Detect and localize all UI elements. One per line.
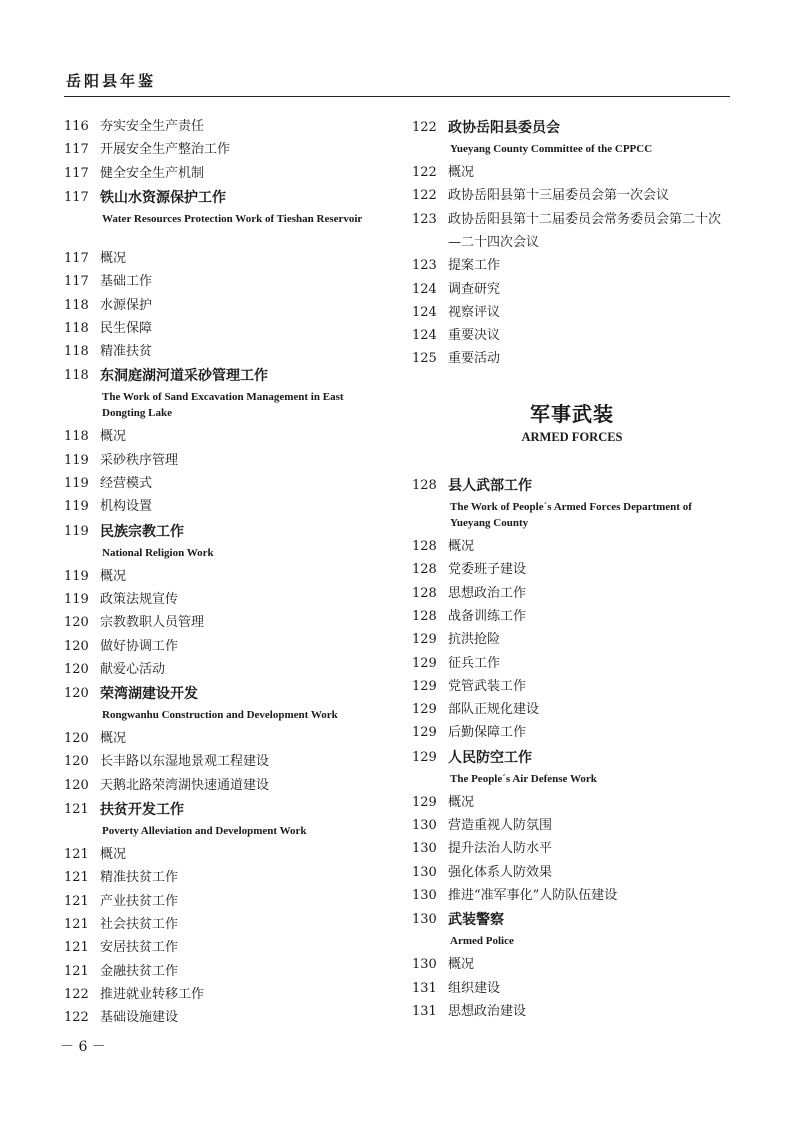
toc-page-number: 117 <box>64 142 89 158</box>
toc-page-number: 128 <box>412 562 437 578</box>
toc-page-number: 128 <box>412 585 437 601</box>
toc-page-number: 116 <box>64 119 89 134</box>
toc-page-number: 129 <box>412 632 437 648</box>
toc-entry-text: 开展安全生产整治工作 <box>100 142 231 158</box>
toc-page-number: 119 <box>64 499 89 515</box>
toc-entry-text: 视察评议 <box>448 304 501 320</box>
toc-page-number: 130 <box>412 841 437 857</box>
toc-page-number: 128 <box>412 608 437 624</box>
toc-page-number: 117 <box>64 189 89 205</box>
toc-entry-text: 基础工作 <box>100 274 153 290</box>
toc-page-number: 131 <box>412 1003 437 1019</box>
toc-page-number: 122 <box>64 986 89 1002</box>
toc-entry-text: 政策法规宣传 <box>100 591 179 607</box>
toc-page-number: 128 <box>412 478 437 493</box>
toc-entry-text: 社会扶贫工作 <box>100 916 179 932</box>
toc-page-number: 121 <box>64 940 89 956</box>
toc-page-number: 129 <box>412 749 437 765</box>
toc-entry-text: 征兵工作 <box>448 655 501 671</box>
toc-page-number: 121 <box>64 963 89 979</box>
toc-entry-text: 概况 <box>448 539 475 554</box>
toc-page-number: 118 <box>64 344 89 360</box>
toc-entry-text: 党管武装工作 <box>448 678 527 694</box>
toc-heading-english: Rongwanhu Construction and Development Work <box>102 709 338 722</box>
toc-page-number: 118 <box>64 297 89 313</box>
toc-heading-text: 县人武部工作 <box>448 478 532 494</box>
toc-entry-text: 献爱心活动 <box>100 661 166 677</box>
toc-entry-text: 推进“准军事化”人防队伍建设 <box>448 887 618 903</box>
toc-entry-text: 强化体系人防效果 <box>448 864 553 880</box>
toc-heading-text: 荣湾湖建设开发 <box>100 686 198 703</box>
section-subtitle: ARMED FORCES <box>521 430 623 444</box>
toc-entry-text: 精准扶贫工作 <box>100 870 179 886</box>
toc-page-number: 128 <box>412 539 437 554</box>
toc-page-number: 120 <box>64 754 89 770</box>
toc-page-number: 125 <box>412 351 437 367</box>
toc-entry-text: 金融扶贫工作 <box>100 963 179 979</box>
toc-page-number: 119 <box>64 568 89 584</box>
toc-page-number: 130 <box>412 957 437 973</box>
toc-heading-text: 铁山水资源保护工作 <box>100 189 226 206</box>
toc-page-number: 131 <box>412 980 437 996</box>
toc-page-number: 120 <box>64 661 89 677</box>
toc-heading-text: 武装警察 <box>448 912 504 929</box>
toc-page-number: 130 <box>412 887 437 903</box>
header-rule <box>64 96 730 97</box>
toc-entry-text: 概况 <box>448 794 475 810</box>
toc-page-number: 118 <box>64 429 89 445</box>
toc-page-number: 121 <box>64 870 89 886</box>
toc-entry-text: 提案工作 <box>448 258 501 274</box>
toc-entry-text: 长丰路以东湿地景观工程建设 <box>100 754 270 770</box>
toc-entry-text: 概况 <box>448 165 475 180</box>
toc-entry-text: 思想政治工作 <box>448 585 527 601</box>
toc-heading-english: Poverty Alleviation and Development Work <box>102 825 307 837</box>
toc-page-number: 121 <box>64 802 89 817</box>
toc-heading-text: 政协岳阳县委员会 <box>448 120 560 136</box>
toc-page-number: 118 <box>64 320 89 336</box>
toc-entry-text: 做好协调工作 <box>100 638 179 654</box>
toc-page-number: 129 <box>412 678 437 694</box>
toc-page-number: 117 <box>64 250 89 266</box>
toc-entry-text: 民生保障 <box>100 320 153 336</box>
toc-page-number: 124 <box>412 328 437 344</box>
toc-entry-text: 概况 <box>100 429 127 445</box>
toc-entry-text: 政协岳阳县第十二届委员会常务委员会第二十次—二十四次会议 <box>448 211 722 250</box>
toc-entry-text: 党委班子建设 <box>448 562 527 578</box>
toc-entry-text: 推进就业转移工作 <box>100 986 205 1002</box>
toc-entry-text: 提升法治人防水平 <box>448 841 553 857</box>
toc-entry-text: 政协岳阳县第十三届委员会第一次会议 <box>448 188 670 204</box>
toc-entry-text: 概况 <box>100 847 127 862</box>
toc-entry-text: 部队正规化建设 <box>448 702 540 718</box>
toc-entry-text: 机构设置 <box>100 499 153 515</box>
toc-heading-english: Armed Police <box>450 935 514 948</box>
toc-page-number: 129 <box>412 702 437 718</box>
toc-page-number: 129 <box>412 655 437 671</box>
toc-entry-text: 产业扶贫工作 <box>100 893 179 909</box>
toc-entry-text: 天鹅北路荣湾湖快速通道建设 <box>100 777 270 793</box>
toc-entry-text: 概况 <box>100 568 127 584</box>
toc-entry-text: 安居扶贫工作 <box>100 940 179 956</box>
toc-heading-text: 人民防空工作 <box>448 749 532 766</box>
toc-page-number: 122 <box>412 188 437 204</box>
toc-page-number: 119 <box>64 523 89 539</box>
toc-entry-text: 水源保护 <box>100 297 153 313</box>
toc-entry-text: 健全安全生产机制 <box>100 165 205 181</box>
toc-page-number: 130 <box>412 912 437 928</box>
toc-page-number: 121 <box>64 847 89 862</box>
toc-page-number: 120 <box>64 777 89 793</box>
toc-page-number: 120 <box>64 615 89 631</box>
toc-page-number: 130 <box>412 864 437 880</box>
toc-entry-text: 概况 <box>100 731 127 747</box>
toc-page-number: 117 <box>64 274 89 290</box>
toc-page-number: 122 <box>64 1010 89 1026</box>
toc-page-number: 119 <box>64 476 89 491</box>
toc-entry-text: 夯实安全生产责任 <box>100 119 205 134</box>
toc-entry-text: 经营模式 <box>100 476 153 491</box>
toc-page-number: 129 <box>412 794 437 810</box>
toc-heading-english: The Work of People´s Armed Forces Department of Yueyang County <box>450 501 692 529</box>
toc-entry-text: 重要决议 <box>448 328 501 344</box>
toc-heading-text: 扶贫开发工作 <box>100 802 184 818</box>
toc-page-number: 120 <box>64 686 89 702</box>
toc-page-number: 122 <box>412 165 437 180</box>
toc-page-number: 120 <box>64 638 89 654</box>
toc-entry-text: 宗教教职人员管理 <box>100 615 205 631</box>
toc-entry-text: 组织建设 <box>448 980 501 996</box>
toc-heading-english: The Work of Sand Excavation Management in East Dongting Lake <box>102 391 344 420</box>
toc-entry-text: 精准扶贫 <box>100 344 153 360</box>
section-title: 军事武装 <box>530 402 614 426</box>
toc-page-number: 118 <box>64 368 89 384</box>
toc-heading-english: The People´s Air Defense Work <box>450 772 597 785</box>
toc-heading-text: 民族宗教工作 <box>100 523 184 540</box>
toc-page-number: 122 <box>412 120 437 135</box>
toc-entry-text: 基础设施建设 <box>100 1010 179 1026</box>
toc-entry-text: 思想政治建设 <box>448 1003 527 1019</box>
toc-heading-english: Water Resources Protection Work of Tieshan Reservoir <box>102 212 363 225</box>
toc-page-number: 121 <box>64 893 89 909</box>
toc-page-number: 130 <box>412 818 437 833</box>
toc-page-number: 124 <box>412 304 437 320</box>
toc-entry-text: 调查研究 <box>448 281 501 297</box>
toc-page-number: 123 <box>412 211 437 227</box>
toc-entry-text: 概况 <box>448 957 475 973</box>
toc-page-number: 119 <box>64 452 89 468</box>
toc-page-number: 129 <box>412 725 437 741</box>
book-title: 岳阳县年鉴 <box>66 72 157 90</box>
toc-entry-text: 概况 <box>100 250 127 266</box>
toc-page-number: 120 <box>64 731 89 747</box>
toc-page-number: 123 <box>412 258 437 274</box>
toc-page-number: 119 <box>64 591 89 607</box>
toc-entry-text: 战备训练工作 <box>448 608 527 624</box>
toc-heading-english: Yueyang County Committee of the CPPCC <box>450 143 653 155</box>
toc-entry-text: 后勤保障工作 <box>448 725 527 741</box>
toc-heading-text: 东洞庭湖河道采砂管理工作 <box>100 368 268 385</box>
page-number: － 6 － <box>60 1039 106 1055</box>
toc-heading-english: National Religion Work <box>102 546 214 559</box>
toc-page-number: 121 <box>64 916 89 932</box>
toc-entry-text: 采砂秩序管理 <box>100 452 179 468</box>
toc-entry-text: 抗洪抢险 <box>448 632 501 648</box>
toc-page-number: 124 <box>412 281 437 297</box>
toc-entry-text: 营造重视人防氛围 <box>448 818 553 833</box>
toc-page-number: 117 <box>64 165 89 181</box>
toc-entry-text: 重要活动 <box>448 351 501 367</box>
